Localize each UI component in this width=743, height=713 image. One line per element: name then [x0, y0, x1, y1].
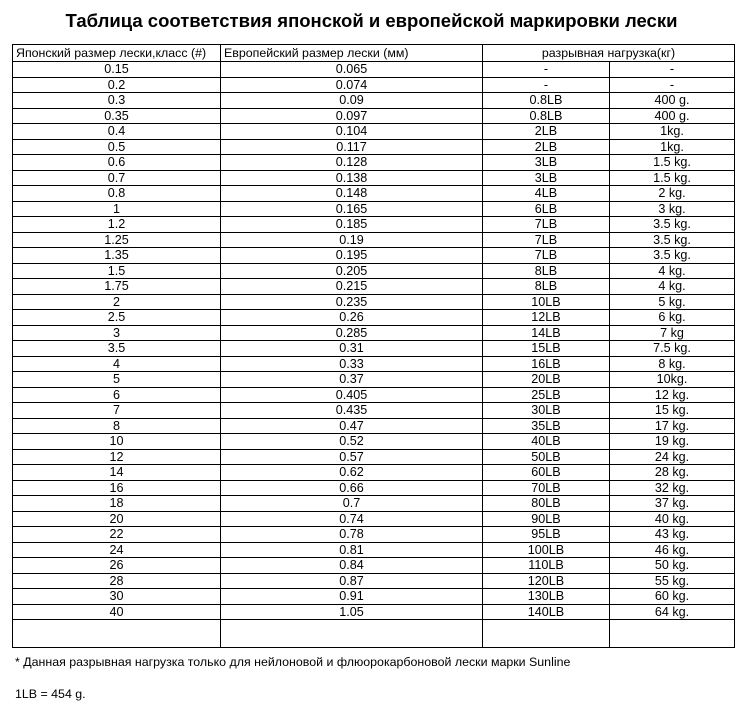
cell-japanese-size: 1.5	[13, 263, 221, 279]
table-row	[13, 387, 735, 403]
cell-japanese-size: 6	[13, 387, 221, 403]
cell-load-metric: 4 kg.	[610, 279, 735, 295]
cell-load-metric: 3.5 kg.	[610, 217, 735, 233]
cell-load-metric: 15 kg.	[610, 403, 735, 419]
cell-load-metric: 8 kg.	[610, 356, 735, 372]
cell-japanese-size: 26	[13, 558, 221, 574]
cell-load-lb: 70LB	[483, 480, 610, 496]
cell-japanese-size: 7	[13, 403, 221, 419]
cell-european-size: 0.435	[221, 403, 483, 419]
table-row	[13, 418, 735, 434]
header-european-size: Европейский размер лески (мм)	[221, 45, 483, 62]
cell-european-size: 0.87	[221, 573, 483, 589]
table-row	[13, 170, 735, 186]
cell-european-size: 0.148	[221, 186, 483, 202]
cell-european-size: 0.26	[221, 310, 483, 326]
cell-european-size: 0.104	[221, 124, 483, 140]
cell-load-lb: 40LB	[483, 434, 610, 450]
cell-load-lb: 7LB	[483, 217, 610, 233]
table-row	[13, 294, 735, 310]
cell-european-size: 0.065	[221, 62, 483, 78]
empty-cell	[13, 620, 221, 648]
cell-european-size: 0.57	[221, 449, 483, 465]
cell-japanese-size: 1.25	[13, 232, 221, 248]
cell-european-size: 0.19	[221, 232, 483, 248]
cell-load-metric: 50 kg.	[610, 558, 735, 574]
cell-load-lb: 20LB	[483, 372, 610, 388]
cell-load-metric: 3.5 kg.	[610, 232, 735, 248]
table-row	[13, 356, 735, 372]
cell-load-metric: 1kg.	[610, 124, 735, 140]
cell-load-metric: 55 kg.	[610, 573, 735, 589]
cell-load-metric: 17 kg.	[610, 418, 735, 434]
table-row	[13, 449, 735, 465]
cell-load-lb: 120LB	[483, 573, 610, 589]
cell-japanese-size: 20	[13, 511, 221, 527]
cell-load-metric: 7 kg	[610, 325, 735, 341]
cell-load-lb: 100LB	[483, 542, 610, 558]
cell-european-size: 0.31	[221, 341, 483, 357]
table-row	[13, 558, 735, 574]
cell-load-lb: 90LB	[483, 511, 610, 527]
cell-load-lb: 130LB	[483, 589, 610, 605]
cell-european-size: 0.205	[221, 263, 483, 279]
table-row	[13, 232, 735, 248]
cell-european-size: 0.37	[221, 372, 483, 388]
cell-japanese-size: 4	[13, 356, 221, 372]
cell-load-lb: 7LB	[483, 232, 610, 248]
cell-load-lb: 2LB	[483, 124, 610, 140]
cell-european-size: 0.84	[221, 558, 483, 574]
cell-load-lb: 4LB	[483, 186, 610, 202]
empty-cell	[610, 620, 735, 648]
table-header-row	[13, 45, 735, 62]
table-row	[13, 542, 735, 558]
table-row	[13, 527, 735, 543]
cell-japanese-size: 0.35	[13, 108, 221, 124]
cell-european-size: 0.117	[221, 139, 483, 155]
cell-japanese-size: 0.7	[13, 170, 221, 186]
table-row	[13, 325, 735, 341]
unit-conversion-note: 1LB = 454 g.	[15, 687, 86, 701]
cell-load-metric: 37 kg.	[610, 496, 735, 512]
cell-european-size: 0.097	[221, 108, 483, 124]
header-japanese-size: Японский размер лески,класс (#)	[13, 45, 221, 62]
cell-european-size: 0.215	[221, 279, 483, 295]
cell-load-lb: 15LB	[483, 341, 610, 357]
cell-japanese-size: 24	[13, 542, 221, 558]
cell-japanese-size: 16	[13, 480, 221, 496]
table-row	[13, 139, 735, 155]
table-row	[13, 155, 735, 171]
cell-european-size: 0.235	[221, 294, 483, 310]
cell-load-metric: 1.5 kg.	[610, 170, 735, 186]
table-empty-row	[13, 620, 735, 648]
cell-japanese-size: 0.5	[13, 139, 221, 155]
cell-european-size: 0.165	[221, 201, 483, 217]
cell-european-size: 0.7	[221, 496, 483, 512]
table-row	[13, 93, 735, 109]
cell-load-lb: 80LB	[483, 496, 610, 512]
footnote: * Данная разрывная нагрузка только для нейлоновой и флюорокарбоновой лески марки Sunline	[15, 655, 571, 669]
cell-load-lb: 12LB	[483, 310, 610, 326]
empty-cell	[483, 620, 610, 648]
cell-load-lb: 2LB	[483, 139, 610, 155]
cell-load-metric: 1kg.	[610, 139, 735, 155]
cell-load-metric: 400 g.	[610, 108, 735, 124]
cell-european-size: 0.405	[221, 387, 483, 403]
cell-load-lb: 6LB	[483, 201, 610, 217]
cell-japanese-size: 1.2	[13, 217, 221, 233]
cell-load-lb: 50LB	[483, 449, 610, 465]
cell-european-size: 0.33	[221, 356, 483, 372]
cell-european-size: 0.62	[221, 465, 483, 481]
cell-european-size: 0.78	[221, 527, 483, 543]
cell-load-metric: 2 kg.	[610, 186, 735, 202]
cell-japanese-size: 22	[13, 527, 221, 543]
cell-load-lb: 25LB	[483, 387, 610, 403]
cell-load-lb: 95LB	[483, 527, 610, 543]
table-row	[13, 589, 735, 605]
cell-load-metric: 7.5 kg.	[610, 341, 735, 357]
cell-japanese-size: 10	[13, 434, 221, 450]
table-row	[13, 62, 735, 78]
table-row	[13, 248, 735, 264]
cell-load-lb: -	[483, 62, 610, 78]
table-row	[13, 263, 735, 279]
cell-load-metric: 32 kg.	[610, 480, 735, 496]
cell-japanese-size: 0.15	[13, 62, 221, 78]
cell-european-size: 0.81	[221, 542, 483, 558]
cell-japanese-size: 1.35	[13, 248, 221, 264]
cell-european-size: 1.05	[221, 604, 483, 620]
cell-load-lb: 8LB	[483, 279, 610, 295]
cell-japanese-size: 0.8	[13, 186, 221, 202]
cell-european-size: 0.195	[221, 248, 483, 264]
cell-load-lb: 3LB	[483, 170, 610, 186]
cell-european-size: 0.74	[221, 511, 483, 527]
cell-load-metric: 43 kg.	[610, 527, 735, 543]
cell-japanese-size: 18	[13, 496, 221, 512]
cell-load-lb: 10LB	[483, 294, 610, 310]
cell-load-lb: -	[483, 77, 610, 93]
cell-japanese-size: 0.4	[13, 124, 221, 140]
cell-load-metric: 5 kg.	[610, 294, 735, 310]
cell-european-size: 0.66	[221, 480, 483, 496]
cell-european-size: 0.185	[221, 217, 483, 233]
cell-load-lb: 8LB	[483, 263, 610, 279]
cell-load-lb: 3LB	[483, 155, 610, 171]
table-row	[13, 434, 735, 450]
cell-load-metric: 64 kg.	[610, 604, 735, 620]
cell-japanese-size: 2	[13, 294, 221, 310]
cell-load-metric: 3.5 kg.	[610, 248, 735, 264]
cell-japanese-size: 0.6	[13, 155, 221, 171]
cell-load-lb: 60LB	[483, 465, 610, 481]
cell-load-metric: -	[610, 77, 735, 93]
cell-load-metric: 3 kg.	[610, 201, 735, 217]
cell-japanese-size: 30	[13, 589, 221, 605]
cell-load-metric: 4 kg.	[610, 263, 735, 279]
cell-european-size: 0.09	[221, 93, 483, 109]
table-row	[13, 217, 735, 233]
table-row	[13, 465, 735, 481]
cell-japanese-size: 40	[13, 604, 221, 620]
conversion-table	[12, 44, 735, 648]
table-row	[13, 403, 735, 419]
cell-european-size: 0.285	[221, 325, 483, 341]
cell-european-size: 0.91	[221, 589, 483, 605]
empty-cell	[221, 620, 483, 648]
cell-european-size: 0.128	[221, 155, 483, 171]
cell-japanese-size: 3	[13, 325, 221, 341]
cell-load-metric: -	[610, 62, 735, 78]
cell-load-metric: 10kg.	[610, 372, 735, 388]
cell-european-size: 0.138	[221, 170, 483, 186]
cell-load-metric: 24 kg.	[610, 449, 735, 465]
table-row	[13, 372, 735, 388]
table-row	[13, 511, 735, 527]
cell-load-metric: 12 kg.	[610, 387, 735, 403]
cell-japanese-size: 28	[13, 573, 221, 589]
table-row	[13, 310, 735, 326]
cell-japanese-size: 14	[13, 465, 221, 481]
table-row	[13, 604, 735, 620]
table-row	[13, 77, 735, 93]
table-row	[13, 496, 735, 512]
cell-load-lb: 0.8LB	[483, 108, 610, 124]
cell-japanese-size: 8	[13, 418, 221, 434]
cell-japanese-size: 12	[13, 449, 221, 465]
cell-load-lb: 7LB	[483, 248, 610, 264]
cell-load-metric: 1.5 kg.	[610, 155, 735, 171]
cell-european-size: 0.074	[221, 77, 483, 93]
cell-load-metric: 19 kg.	[610, 434, 735, 450]
cell-japanese-size: 3.5	[13, 341, 221, 357]
table-row	[13, 108, 735, 124]
cell-japanese-size: 1	[13, 201, 221, 217]
table-row	[13, 124, 735, 140]
cell-load-lb: 35LB	[483, 418, 610, 434]
cell-load-lb: 30LB	[483, 403, 610, 419]
table-row	[13, 279, 735, 295]
cell-load-lb: 14LB	[483, 325, 610, 341]
cell-load-metric: 6 kg.	[610, 310, 735, 326]
cell-japanese-size: 5	[13, 372, 221, 388]
cell-european-size: 0.47	[221, 418, 483, 434]
cell-japanese-size: 0.2	[13, 77, 221, 93]
cell-load-lb: 110LB	[483, 558, 610, 574]
cell-load-metric: 400 g.	[610, 93, 735, 109]
table-row	[13, 186, 735, 202]
cell-japanese-size: 2.5	[13, 310, 221, 326]
page-title: Таблица соответствия японской и европейской маркировки лески	[65, 10, 678, 31]
table-row	[13, 341, 735, 357]
cell-load-lb: 16LB	[483, 356, 610, 372]
cell-load-lb: 140LB	[483, 604, 610, 620]
cell-load-metric: 46 kg.	[610, 542, 735, 558]
cell-load-lb: 0.8LB	[483, 93, 610, 109]
table-row	[13, 201, 735, 217]
cell-european-size: 0.52	[221, 434, 483, 450]
table-row	[13, 480, 735, 496]
cell-japanese-size: 0.3	[13, 93, 221, 109]
cell-japanese-size: 1.75	[13, 279, 221, 295]
cell-load-metric: 60 kg.	[610, 589, 735, 605]
table-row	[13, 573, 735, 589]
cell-load-metric: 28 kg.	[610, 465, 735, 481]
cell-load-metric: 40 kg.	[610, 511, 735, 527]
header-breaking-load: разрывная нагрузка(кг)	[483, 45, 735, 62]
